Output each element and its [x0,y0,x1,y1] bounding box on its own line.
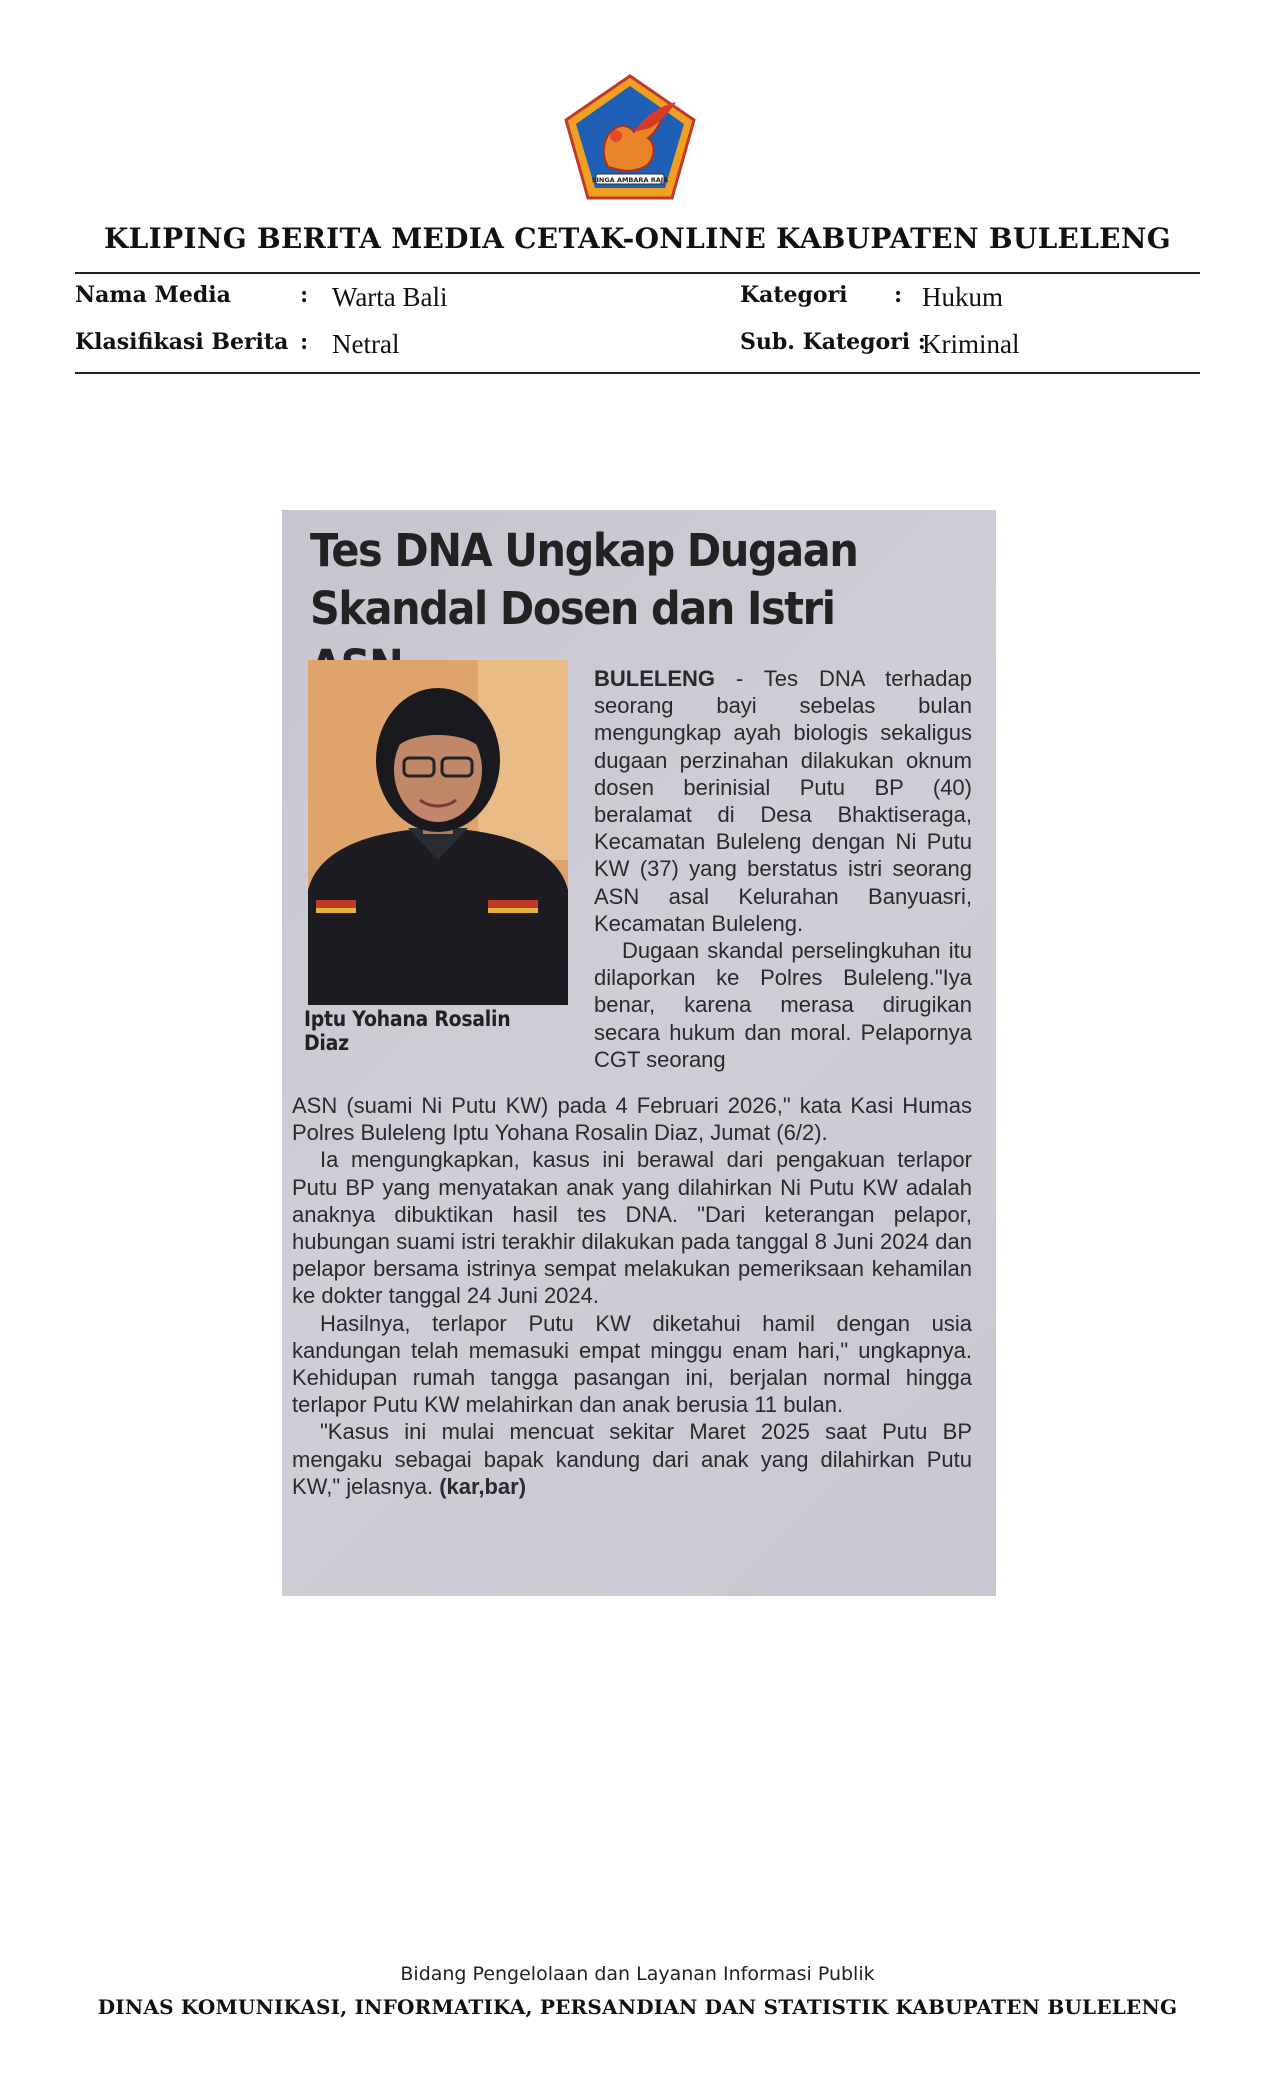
category-value: Hukum [922,282,1003,312]
category-separator: : [894,282,903,308]
footer-agency: DINAS KOMUNIKASI, INFORMATIKA, PERSANDIAN DAN STATISTIK KABUPATEN BULELENG [97,1995,1178,2019]
paragraph-2b: ASN (suami Ni Putu KW) pada 4 Februari 2026," kata Kasi Humas Polres Buleleng Iptu Yohana Rosalin Diaz, Jumat (6/2). [292,1093,972,1146]
regency-logo [560,72,700,202]
article-column-right [594,665,972,1073]
sub-category-label: Sub. Kategori : [740,329,926,355]
headline-line-2: Skandal Dosen dan Istri [310,582,835,635]
paragraph-2a: Dugaan skandal perselingkuhan itu dilaporkan ke Polres Buleleng."Iya benar, karena merasa dirugikan secara hukum dan moral. Pelapornya CGT seorang [594,938,972,1072]
classification-label: Klasifikasi Berita [75,329,289,355]
bottom-divider [75,372,1200,374]
classification-value: Netral [332,329,400,359]
sub-category-value: Kriminal [922,329,1020,359]
svg-text:SINGA AMBARA RAJA: SINGA AMBARA RAJA [591,176,669,184]
news-clipping [282,510,996,1596]
article-photo [308,660,568,1005]
photo-caption: Iptu Yohana Rosalin Diaz [304,1007,511,1055]
top-divider [75,272,1200,274]
footer-division: Bidang Pengelolaan dan Layanan Informasi Publik [400,1963,875,1985]
winged-lion-emblem-icon [560,72,700,202]
media-name-value: Warta Bali [332,282,448,312]
person-portrait-icon [308,660,568,1005]
classification-separator: : [300,329,309,355]
document-title: KLIPING BERITA MEDIA CETAK-ONLINE KABUPATEN BULELENG [104,222,1171,255]
headline-line-1: Tes DNA Ungkap Dugaan [310,524,858,577]
paragraph-3: Ia mengungkapkan, kasus ini berawal dari pengakuan terlapor Putu BP yang menyatakan anak yang dilahirkan Ni Putu KW adalah anaknya dibuktikan hasil tes DNA. "Dari keterangan pelapor, hubungan suami istri terakhir dilakukan pada tanggal 8 Juni 2024 dan pelapor bersama istrinya sempat melakukan pemeriksaan kehamilan ke dokter tanggal 24 Juni 2024. [292,1147,972,1309]
article-column-full [292,1092,972,1500]
byline: (kar,bar) [439,1473,527,1499]
paragraph-1: BULELENG - Tes DNA terhadap seorang bayi sebelas bulan mengungkap ayah biologis sekaligus dugaan perzinahan dilakukan oknum dosen berinisial Putu BP (40) beralamat di Desa Bhaktiseraga, Kecamatan Buleleng dengan Ni Putu KW (37) yang berstatus istri seorang ASN asal Kelurahan Banyuasri, Kecamatan Buleleng. [594,666,972,936]
media-name-separator: : [300,282,309,308]
paragraph-4: Hasilnya, terlapor Putu KW diketahui hamil dengan usia kandungan telah memasuki empat minggu enam hari," ungkapnya. Kehidupan rumah tangga pasangan ini, berjalan normal hingga terlapor Putu KW melahirkan dan anak berusia 11 bulan. [292,1310,972,1418]
media-name-label: Nama Media [75,282,231,308]
dateline: BULELENG [594,666,715,691]
paragraph-5: "Kasus ini mulai mencuat sekitar Maret 2025 saat Putu BP mengaku sebagai bapak kandung dari anak yang dilahirkan Putu KW," jelasnya. (kar,bar) [292,1419,972,1499]
category-label: Kategori [740,282,848,308]
